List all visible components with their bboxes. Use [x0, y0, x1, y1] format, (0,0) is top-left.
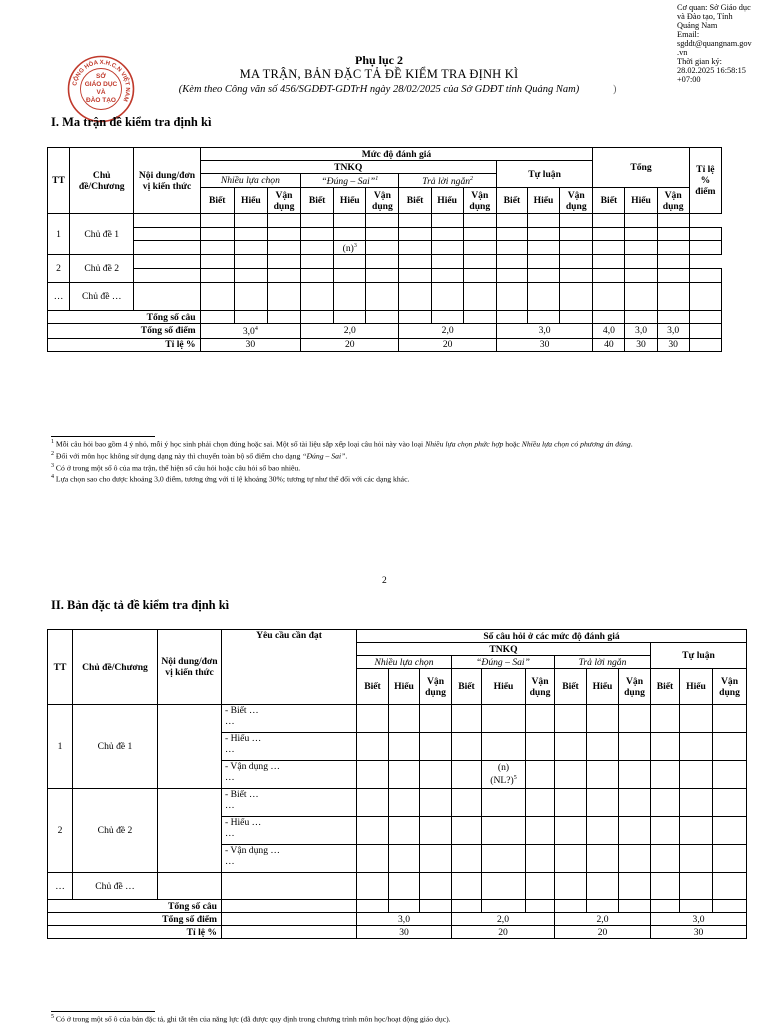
footnote-separator	[51, 1011, 155, 1012]
level-biet: Biết	[399, 188, 431, 214]
stamp-text: VÀ	[96, 89, 106, 96]
row-tt: 1	[48, 214, 70, 255]
col-yeu-cau: Yêu cầu cần đạt	[222, 630, 357, 705]
ti-le-tra-loi-ngan: 20	[399, 338, 496, 351]
ti-le-tong-hieu: 30	[625, 338, 657, 351]
tnkq-header: TNKQ	[357, 643, 651, 656]
diem-nhieu-lua-chon: 3,0	[357, 913, 452, 926]
stamp-text: SỞ	[96, 73, 106, 80]
document-title: MA TRẬN, BẢN ĐẶC TẢ ĐỀ KIỂM TRA ĐỊNH KÌ	[239, 67, 519, 81]
tra-loi-ngan-header: Trả lời ngắn$^2$	[399, 174, 496, 188]
signature-line: và Đào tạo, Tỉnh	[677, 12, 733, 21]
col-noi-dung: Nội dung/đơn vị kiến thức	[134, 148, 200, 214]
ti-le-dung-sai: 20	[452, 926, 555, 939]
level-biet: Biết	[496, 188, 527, 214]
level-biet: Biết	[357, 669, 389, 705]
row-topic: Chủ đề 1	[73, 705, 158, 789]
level-hieu: Hiểu	[587, 669, 619, 705]
signature-line: .vn	[677, 48, 688, 57]
diem-tong-hieu: 3,0	[625, 324, 657, 338]
level-van-dung: Vận dụng	[463, 188, 496, 214]
level-hieu: Hiểu	[389, 669, 420, 705]
level-van-dung: Vận dụng	[657, 188, 689, 214]
signature-line: +07:00	[677, 75, 701, 84]
diem-tong-van-dung: 3,0	[657, 324, 689, 338]
level-hieu: Hiểu	[431, 188, 463, 214]
ti-le-tra-loi-ngan: 20	[555, 926, 651, 939]
footnotes	[51, 438, 741, 485]
ti-le-tu-luan: 30	[651, 926, 747, 939]
level-biet: Biết	[593, 188, 625, 214]
footnotes	[51, 1013, 741, 1024]
stamp-text: ĐÀO TẠO	[86, 97, 116, 104]
signature-line: sgddt@quangnam.gov	[677, 39, 752, 48]
question-marker: $(n)^3$	[334, 241, 366, 255]
diem-nhieu-lua-chon: $3,0^4$	[200, 324, 300, 338]
ti-le-tong-biet: 40	[593, 338, 625, 351]
diem-tra-loi-ngan: 2,0	[555, 913, 651, 926]
subtitle-tail: )	[613, 84, 617, 95]
ti-le-label: Tỉ lệ %	[48, 926, 222, 939]
col-tong: Tổng	[593, 148, 689, 188]
ti-le-dung-sai: 20	[301, 338, 399, 351]
dung-sai-header: “Đúng – Sai”$^1$	[301, 174, 399, 188]
level-hieu: Hiểu	[680, 669, 713, 705]
nhieu-lua-chon-header: Nhiều lựa chọn	[200, 174, 300, 188]
ti-le-tong-van-dung: 30	[657, 338, 689, 351]
ti-le-nhieu-lua-chon: 30	[200, 338, 300, 351]
footnote: $^5$ Có ở trong một số ô của bản đặc tả, ghi tắt tên của năng lực (đã được quy định trong chương trình môn học/hoạt động giáo dục).	[51, 1014, 451, 1024]
requirement-cell: - Biết … …	[222, 789, 357, 817]
footnote: $^3$ Có ở trong một số ô của ma trận, thể hiện số câu hỏi hoặc câu hỏi số bao nhiêu.	[51, 462, 301, 473]
col-tt: TT	[48, 148, 70, 214]
ti-le-label: Tỉ lệ %	[48, 338, 201, 351]
col-tt: TT	[48, 630, 73, 705]
signature-line: Quảng Nam	[677, 21, 718, 30]
requirement-cell: - Biết … …	[222, 705, 357, 733]
level-hieu: Hiểu	[334, 188, 366, 214]
stamp-ring-text: CỘNG HÒA X.H.C.N VIỆT NAM	[72, 59, 131, 103]
row-tt: 2	[48, 255, 70, 283]
tong-so-diem-label: Tổng số điểm	[48, 913, 222, 926]
signature-line: Thời gian ký:	[677, 57, 722, 66]
row-topic: Chủ đề 2	[73, 789, 158, 873]
tong-so-cau-label: Tổng số câu	[48, 311, 201, 324]
level-biet: Biết	[301, 188, 334, 214]
signature-line: Cơ quan: Sở Giáo dục	[677, 3, 751, 12]
row-topic: Chủ đề 2	[70, 255, 134, 283]
footnote: $^1$ Mỗi câu hỏi bao gồm 4 ý nhỏ, mỗi ý học sinh phải chọn đúng hoặc sai. Một số tài liệu sắp xếp loại câu hỏi này vào loại Nhiều lựa chọn phức hợp hoặc Nhiều lựa chọn có phương án đúng.	[51, 439, 633, 449]
level-van-dung: Vận dụng	[366, 188, 399, 214]
row-topic: Chủ đề …	[73, 873, 158, 900]
ti-le-nhieu-lua-chon: 30	[357, 926, 452, 939]
document-subtitle: (Kèm theo Công văn số 456/SGDĐT-GDTrH ngày 28/02/2025 của Sở GDĐT tỉnh Quảng Nam)	[178, 84, 580, 95]
official-stamp	[67, 55, 135, 123]
diem-tra-loi-ngan: 2,0	[399, 324, 496, 338]
level-van-dung: Vận dụng	[713, 669, 747, 705]
nhieu-lua-chon-header: Nhiều lựa chọn	[357, 656, 452, 669]
requirement-cell: - Hiểu … …	[222, 817, 357, 845]
signature-line: 28.02.2025 16:58:15	[677, 66, 746, 75]
so-cau-hoi-header: Số câu hỏi ở các mức độ đánh giá	[357, 630, 747, 643]
row-tt: 1	[48, 705, 73, 789]
diem-dung-sai: 2,0	[452, 913, 555, 926]
level-biet: Biết	[555, 669, 587, 705]
row-topic: Chủ đề 1	[70, 214, 134, 255]
muc-do-danh-gia: Mức độ đánh giá	[200, 148, 593, 161]
digital-signature-block	[677, 3, 767, 84]
level-hieu: Hiểu	[482, 669, 526, 705]
tu-luan-header: Tự luận	[651, 643, 747, 669]
diem-tong-biet: 4,0	[593, 324, 625, 338]
level-hieu: Hiểu	[625, 188, 657, 214]
dung-sai-header: “Đúng – Sai”	[452, 656, 555, 669]
page-number: 2	[382, 576, 387, 586]
diem-tu-luan: 3,0	[496, 324, 592, 338]
col-ti-le: Tỉ lệ % điểm	[689, 148, 721, 214]
tong-so-diem-label: Tổng số điểm	[48, 324, 201, 338]
footnote: $^4$ Lựa chọn sao cho được khoảng 3,0 điểm, tương ứng với tỉ lệ khoảng 30%; tương tự như thế đối với các dạng khác.	[51, 474, 410, 484]
question-marker: (n) (NL?)$^5$	[482, 761, 526, 789]
ti-le-tu-luan: 30	[496, 338, 592, 351]
requirement-cell: - Vận dụng … …	[222, 761, 357, 789]
level-van-dung: Vận dụng	[560, 188, 593, 214]
col-chu-de: Chủ đề/Chương	[70, 148, 134, 214]
row-tt: …	[48, 873, 73, 900]
section-heading: II. Bản đặc tả đề kiểm tra định kì	[51, 598, 230, 612]
row-tt: 2	[48, 789, 73, 873]
diem-tu-luan: 3,0	[651, 913, 747, 926]
col-noi-dung: Nội dung/đơn vị kiến thức	[158, 630, 222, 705]
level-biet: Biết	[651, 669, 680, 705]
signature-line: Email:	[677, 30, 700, 39]
level-biet: Biết	[452, 669, 482, 705]
level-biet: Biết	[200, 188, 234, 214]
row-tt: …	[48, 283, 70, 311]
level-van-dung: Vận dụng	[619, 669, 651, 705]
level-van-dung: Vận dụng	[420, 669, 452, 705]
tnkq-header: TNKQ	[200, 161, 496, 174]
matrix-table	[47, 147, 722, 352]
footnote-separator	[51, 436, 155, 437]
requirement-cell: - Hiểu … …	[222, 733, 357, 761]
level-van-dung: Vận dụng	[526, 669, 555, 705]
col-chu-de: Chủ đề/Chương	[73, 630, 158, 705]
section-heading: I. Ma trận đề kiểm tra định kì	[51, 115, 212, 129]
tu-luan-header: Tự luận	[496, 161, 592, 188]
requirement-cell: - Vận dụng … …	[222, 845, 357, 873]
row-topic: Chủ đề …	[70, 283, 134, 311]
diem-dung-sai: 2,0	[301, 324, 399, 338]
level-hieu: Hiểu	[527, 188, 559, 214]
stamp-text: GIÁO DỤC	[84, 81, 118, 88]
level-van-dung: Vận dụng	[267, 188, 300, 214]
specification-table	[47, 629, 747, 939]
tong-so-cau-label: Tổng số câu	[48, 900, 222, 913]
appendix-title: Phụ lục 2	[354, 53, 403, 67]
footnote: $^2$ Đối với môn học không sử dụng dạng này thì chuyển toàn bộ số điểm cho dạng “Đúng – Sai”.	[51, 450, 348, 461]
tra-loi-ngan-header: Trả lời ngắn	[555, 656, 651, 669]
level-hieu: Hiểu	[234, 188, 267, 214]
